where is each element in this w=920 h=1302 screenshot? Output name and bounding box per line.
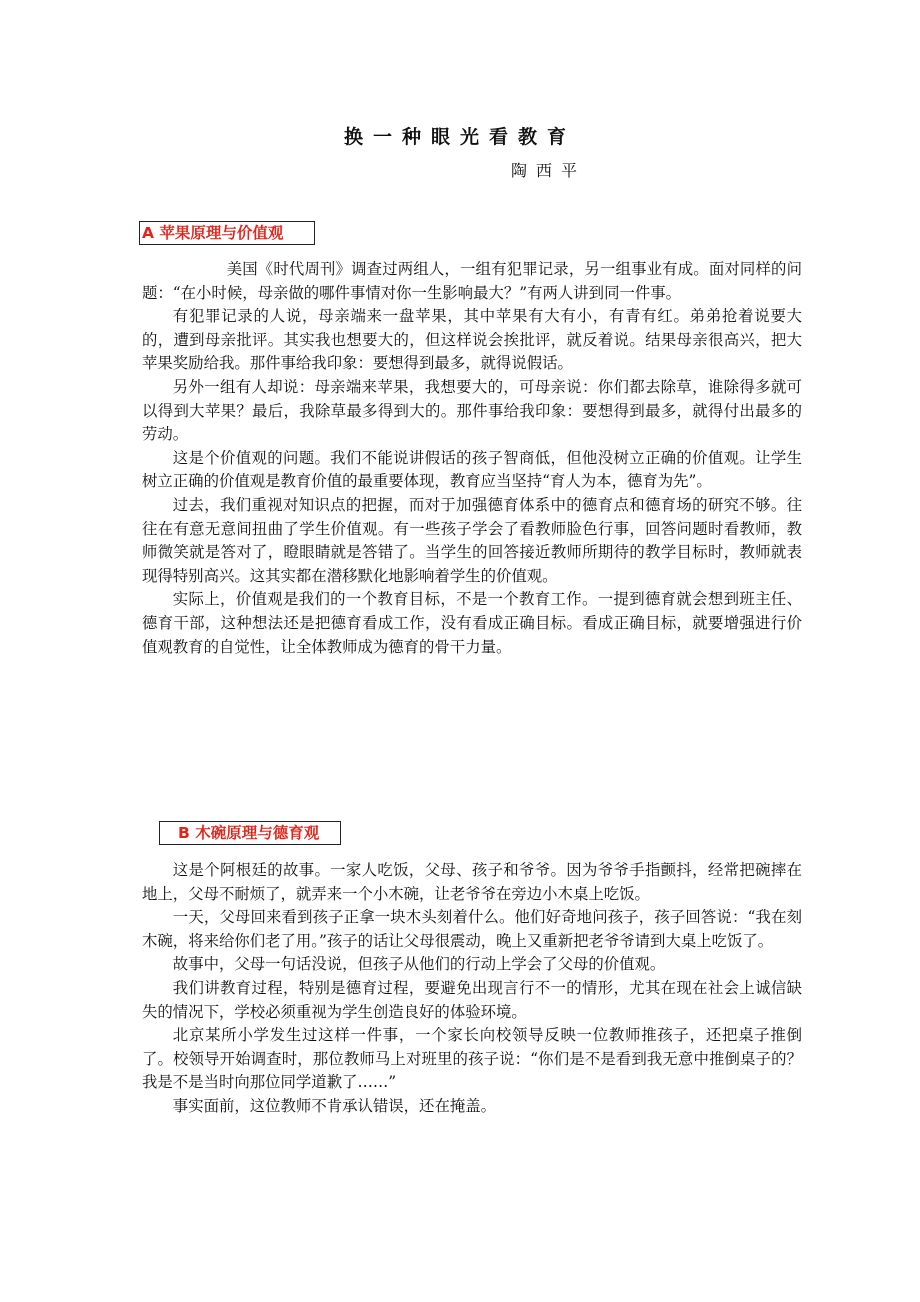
- paragraph: 这是个阿根廷的故事。一家人吃饭，父母、孩子和爷爷。因为爷爷手指颤抖，经常把碗摔在地上，父母不耐烦了，就弄来一个小木碗，让老爷爷在旁边小木桌上吃饭。: [142, 861, 802, 903]
- paragraph: 有犯罪记录的人说，母亲端来一盘苹果，其中苹果有大有小，有青有红。弟弟抢着说要大的，遭到母亲批评。其实我也想要大的，但这样说会挨批评，就反着说。结果母亲很高兴，把大苹果奖励给我。那件事给我印象：要想得到最多，就得说假话。: [142, 307, 802, 373]
- document-author: 陶西平: [511, 161, 587, 180]
- document-title: 换一种眼光看教育: [343, 126, 576, 148]
- paragraph: 一天，父母回来看到孩子正拿一块木头刻着什么。他们好奇地问孩子，孩子回答说：“我在刻木碗，将来给你们老了用。”孩子的话让父母很震动，晚上又重新把老爷爷请到大桌上吃饭了。: [142, 908, 802, 950]
- paragraph: 这是个价值观的问题。我们不能说讲假话的孩子智商低，但他没树立正确的价值观。让学生树立正确的价值观是教育价值的最重要体现，教育应当坚持“育人为本，德育为先”。: [142, 448, 802, 491]
- paragraph: 事实面前，这位教师不肯承认错误，还在掩盖。: [172, 1096, 497, 1115]
- section-b-body: [142, 859, 802, 1119]
- paragraph: 过去，我们重视对知识点的把握，而对于加强德育体系中的德育点和德育场的研究不够。往往在有意无意间扭曲了学生价值观。有一些孩子学会了看教师脸色行事，回答问题时看教师，教师微笑就是答对了，瞪眼睛就是答错了。当学生的回答接近教师所期待的教学目标时，教师就表现得特别高兴。这其实都在潜移默化地影响着学生的价值观。: [142, 495, 802, 585]
- paragraph: 北京某所小学发生过这样一件事，一个家长向校领导反映一位教师推孩子，还把桌子推倒了。校领导开始调查时，那位教师马上对班里的孩子说：“你们是不是看到我无意中推倒桌子的？我是不是当时向那位同学道歉了……”: [142, 1026, 802, 1092]
- paragraph: 我们讲教育过程，特别是德育过程，要避免出现言行不一的情形，尤其在现在社会上诚信缺失的情况下，学校必须重视为学生创造良好的体验环境。: [142, 978, 802, 1021]
- paragraph: 故事中，父母一句话没说，但孩子从他们的行动上学会了父母的价值观。: [172, 955, 666, 974]
- section-b-heading: B 木碗原理与德育观: [159, 821, 341, 845]
- paragraph: 另外一组有人却说：母亲端来苹果，我想要大的，可母亲说：你们都去除草，谁除得多就可以得到大苹果？最后，我除草最多得到大的。那件事给我印象：要想得到最多，就得付出最多的劳动。: [142, 377, 802, 444]
- section-a-body: [142, 258, 802, 659]
- paragraph: 美国《时代周刊》调查过两组人，一组有犯罪记录，另一组事业有成。面对同样的问题：“在小时候，母亲做的哪件事情对你一生影响最大？”有两人讲到同一件事。: [142, 260, 802, 302]
- paragraph: 实际上，价值观是我们的一个教育目标，不是一个教育工作。一提到德育就会想到班主任、德育干部，这种想法还是把德育看成工作，没有看成正确目标。看成正确目标，就要增强进行价值观教育的自觉性，让全体教师成为德育的骨干力量。: [142, 590, 802, 656]
- section-a-heading: A 苹果原理与价值观: [139, 221, 315, 245]
